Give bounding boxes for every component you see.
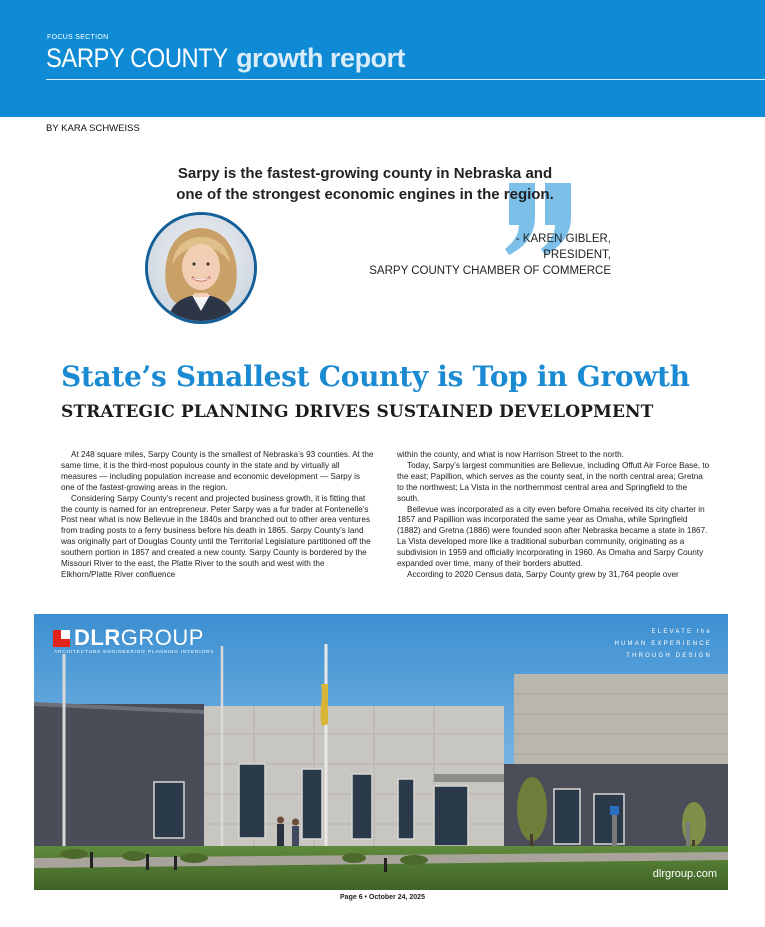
slogan-line-3: THROUGH DESIGN	[626, 653, 712, 659]
article-subheadline: STRATEGIC PLANNING DRIVES SUSTAINED DEVELOPMENT	[61, 402, 654, 422]
speaker-portrait	[145, 212, 257, 324]
article-headline: State’s Smallest County is Top in Growth	[61, 360, 690, 393]
section-title	[46, 41, 405, 75]
paragraph: Bellevue was incorporated as a city even before Omaha received its city charter in 1857 and Papillion was incorporated the same year as Omaha, while Springfield (1882) and Gretna (1886) were founded soon after Nebraska became a state in 1867. La Vista developed more like a traditional suburban community, originating as a subdivision in 1959 and officially incorporating in 1960. As Omaha and Sarpy County expanded over time, many of their borders abutted.	[397, 504, 708, 569]
slogan-line-1: ELEVATE the	[651, 629, 712, 635]
paragraph: At 248 square miles, Sarpy County is the smallest of Nebraska’s 93 counties. At the same time, it is the third-most populous county in the state and by virtually all measures — including population increase and economic development — Sarpy is one of the fastest-growing areas in the region.	[61, 450, 374, 492]
pull-quote-line-1: Sarpy is the fastest-growing county in Nebraska and	[177, 165, 553, 182]
section-title-report: growth report	[236, 43, 406, 73]
slogan-line-2: HUMAN EXPERIENCE	[614, 641, 712, 647]
attribution-name: - KAREN GIBLER,	[515, 233, 611, 245]
portrait-illustration	[148, 215, 254, 321]
paragraph: within the county, and what is now Harrison Street to the north.	[397, 450, 624, 459]
article-column-right	[397, 450, 711, 581]
byline: BY KARA SCHWEISS	[46, 123, 140, 134]
paragraph: Considering Sarpy County’s recent and projected business growth, it is fitting that the county is named for an entrepreneur. Peter Sarpy was a fur trader at Fontenelle’s Post near what is now Bellevue in the 1840s and branched out to other area ventures from trading posts to a ferry business before his death in 1865. Sarpy County’s land was originally part of Douglas County until the Territorial Legislature partitioned off the southern portion in 1857 and created a new county. Sarpy County is bordered by the Missouri River to the east, the Platte River to the south and west with the Elkhorn/Platte River confluence	[61, 493, 371, 579]
pull-quote-line-2: one of the strongest economic engines in the region.	[176, 186, 554, 203]
ad-slogan	[614, 626, 712, 662]
section-title-county: SARPY COUNTY	[46, 43, 228, 73]
attribution-title: PRESIDENT,	[543, 249, 611, 261]
page-footer: Page 6 • October 24, 2025	[340, 894, 425, 901]
dlr-group-logo	[53, 625, 204, 651]
quote-attribution	[369, 231, 611, 279]
dlr-logo-mark-icon	[53, 630, 70, 647]
attribution-org: SARPY COUNTY CHAMBER OF COMMERCE	[369, 265, 611, 277]
dlr-logo-wordmark	[74, 625, 204, 651]
logo-prefix: DLR	[74, 625, 121, 650]
pull-quote	[140, 163, 590, 205]
logo-suffix: GROUP	[120, 625, 204, 650]
paragraph: According to 2020 Census data, Sarpy County grew by 31,764 people over	[407, 569, 679, 579]
ad-url-link[interactable]: dlrgroup.com	[652, 868, 717, 880]
banner-divider	[46, 79, 765, 80]
section-banner	[0, 0, 765, 117]
paragraph: Today, Sarpy’s largest communities are Bellevue, including Offutt Air Force Base, to the east; Papillion, which serves as the county seat, in the north central area; Gretna to the northwest; La Vista in the northernmost central area and Springfield to the south.	[397, 460, 710, 503]
ad-tagline: ARCHITECTURE ENGINEERING PLANNING INTERIORS	[54, 650, 215, 655]
dlr-group-advertisement[interactable]	[34, 614, 728, 890]
article-column-left	[61, 450, 374, 581]
section-kicker: FOCUS SECTION	[47, 34, 109, 41]
